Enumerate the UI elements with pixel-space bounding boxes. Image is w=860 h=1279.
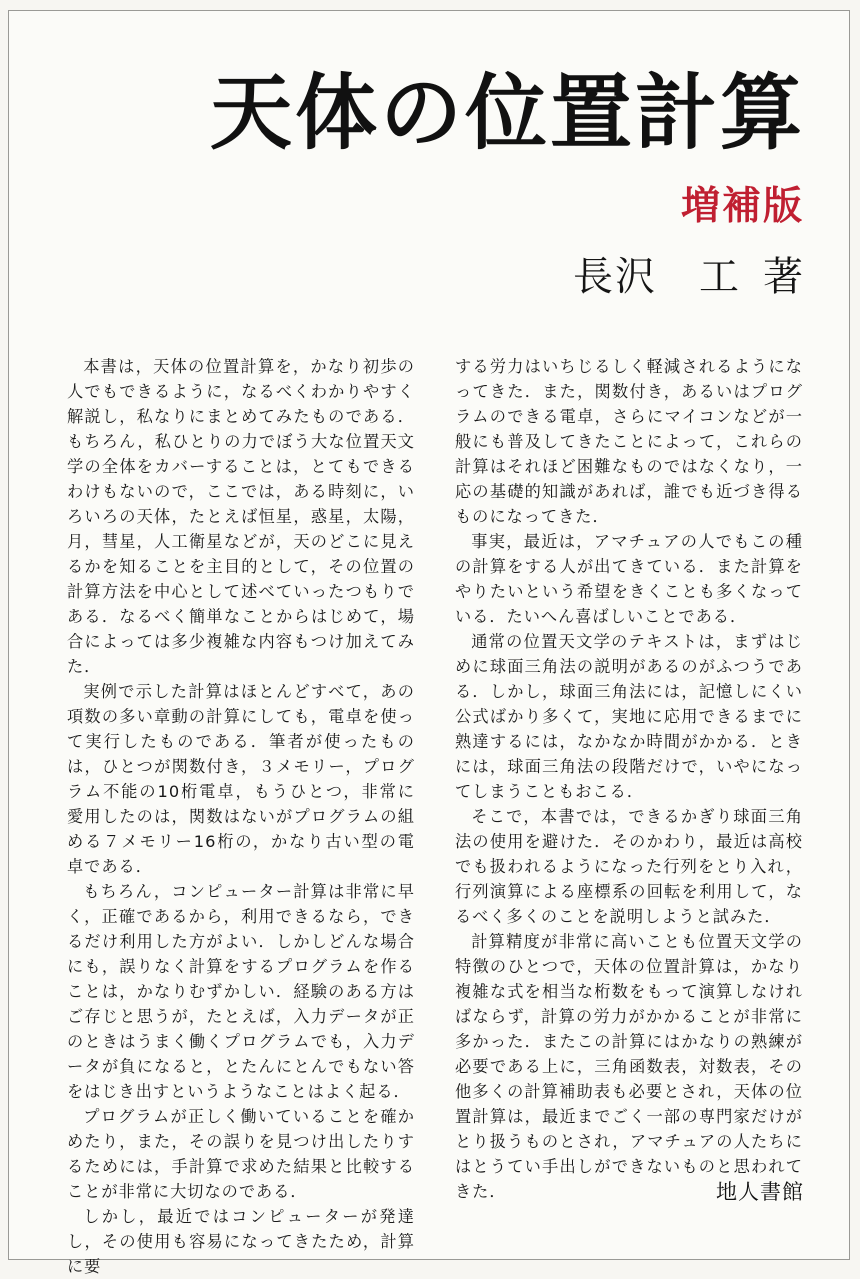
author-line bbox=[445, 252, 805, 302]
preface-paragraph: そこで，本書では，できるかぎり球面三角法の使用を避けた．そのかわり，最近は高校でも扱われるようになった行列をとり入れ，行列演算による座標系の回転を利用して，なるべく多くのことを説明しようと試みた． bbox=[455, 807, 803, 926]
author-role: 著 bbox=[763, 254, 805, 300]
preface-paragraph: する労力はいちじるしく軽減されるようになってきた．また，関数付き，あるいはプログラムのできる電卓，さらにマイコンなどが一般にも普及してきたことによって，これらの計算はそれほど困難なものではなくなり，一応の基礎的知識があれば，誰でも近づき得るものになってきた． bbox=[455, 357, 803, 526]
preface-column-left bbox=[67, 354, 415, 1279]
author-name: 長沢 工 bbox=[573, 254, 741, 300]
edition-label: 増補版 bbox=[680, 184, 804, 229]
preface-paragraph: もちろん，コンピューター計算は非常に早く，正確であるから，利用できるなら，できるだけ利用した方がよい．しかしどんな場合にも，誤りなく計算をするプログラムを作ることは，かなりむずかしい．経験のある方はご存じと思うが，たとえば，入力データが正のときはうまく働くプログラムでも，入力データが負になると，とたんにとんでもない答をはじき出すというようなことはよく起る． bbox=[67, 882, 415, 1101]
preface-paragraph: 通常の位置天文学のテキストは，まずはじめに球面三角法の説明があるのがふつうである．しかし，球面三角法には，記憶しにくい公式ばかり多くて，実地に応用できるまでに熟達するには，なかなか時間がかかる．ときには，球面三角法の段階だけで，いやになってしまうこともおこる． bbox=[455, 632, 803, 801]
preface-paragraph: 計算精度が非常に高いことも位置天文学の特徴のひとつで，天体の位置計算は，かなり複雑な式を相当な桁数をもって演算しなければならず，計算の労力がかかることが非常に多かった．またこの計算にはかなりの熟練が必要である上に，三角函数表，対数表，その他多くの計算補助表も必要とされ，天体の位置計算は，最近までごく一部の専門家だけがとり扱うものとされ，アマチュアの人たちにはとうてい手出しができないものと思われてきた． bbox=[455, 932, 803, 1201]
preface-paragraph: プログラムが正しく働いていることを確かめたり，また，その誤りを見つけ出したりするためには，手計算で求めた結果と比較することが非常に大切なのである． bbox=[67, 1107, 415, 1201]
preface-paragraph: 本書は，天体の位置計算を，かなり初歩の人でもできるように，なるべくわかりやすく解説し，私なりにまとめてみたものである．もちろん，私ひとりの力でぼう大な位置天文学の全体をカバーすることは，とてもできるわけもないので，ここでは，ある時刻に，いろいろの天体，たとえば恒星，惑星，太陽，月，彗星，人工衛星などが，天のどこに見えるかを知ることを主目的として，その位置の計算方法を中心として述べていったつもりである．なるべく簡単なことからはじめて，場合によっては多少複雑な内容もつけ加えてみた． bbox=[67, 357, 415, 676]
preface-paragraph: 事実，最近は，アマチュアの人でもこの種の計算をする人が出てきている．また計算をやりたいという希望をきくことも多くなっている．たいへん喜ばしいことである． bbox=[455, 532, 803, 626]
book-title: 天体の位置計算 bbox=[209, 66, 805, 161]
preface-paragraph: 実例で示した計算はほとんどすべて，あの項数の多い章動の計算にしても，電卓を使って実行したものである．筆者が使ったものは，ひとつが関数付き，３メモリー，プログラム不能の10桁電卓，もうひとつ，非常に愛用したのは，関数はないがプログラムの組める７メモリー16桁の，かなり古い型の電卓である． bbox=[67, 682, 415, 876]
book-cover bbox=[8, 10, 850, 1276]
publisher-name: 地人書館 bbox=[716, 1180, 804, 1204]
preface-column-right bbox=[455, 354, 803, 1204]
preface-paragraph: しかし，最近ではコンピューターが発達し，その使用も容易になってきたため，計算に要 bbox=[67, 1207, 415, 1276]
